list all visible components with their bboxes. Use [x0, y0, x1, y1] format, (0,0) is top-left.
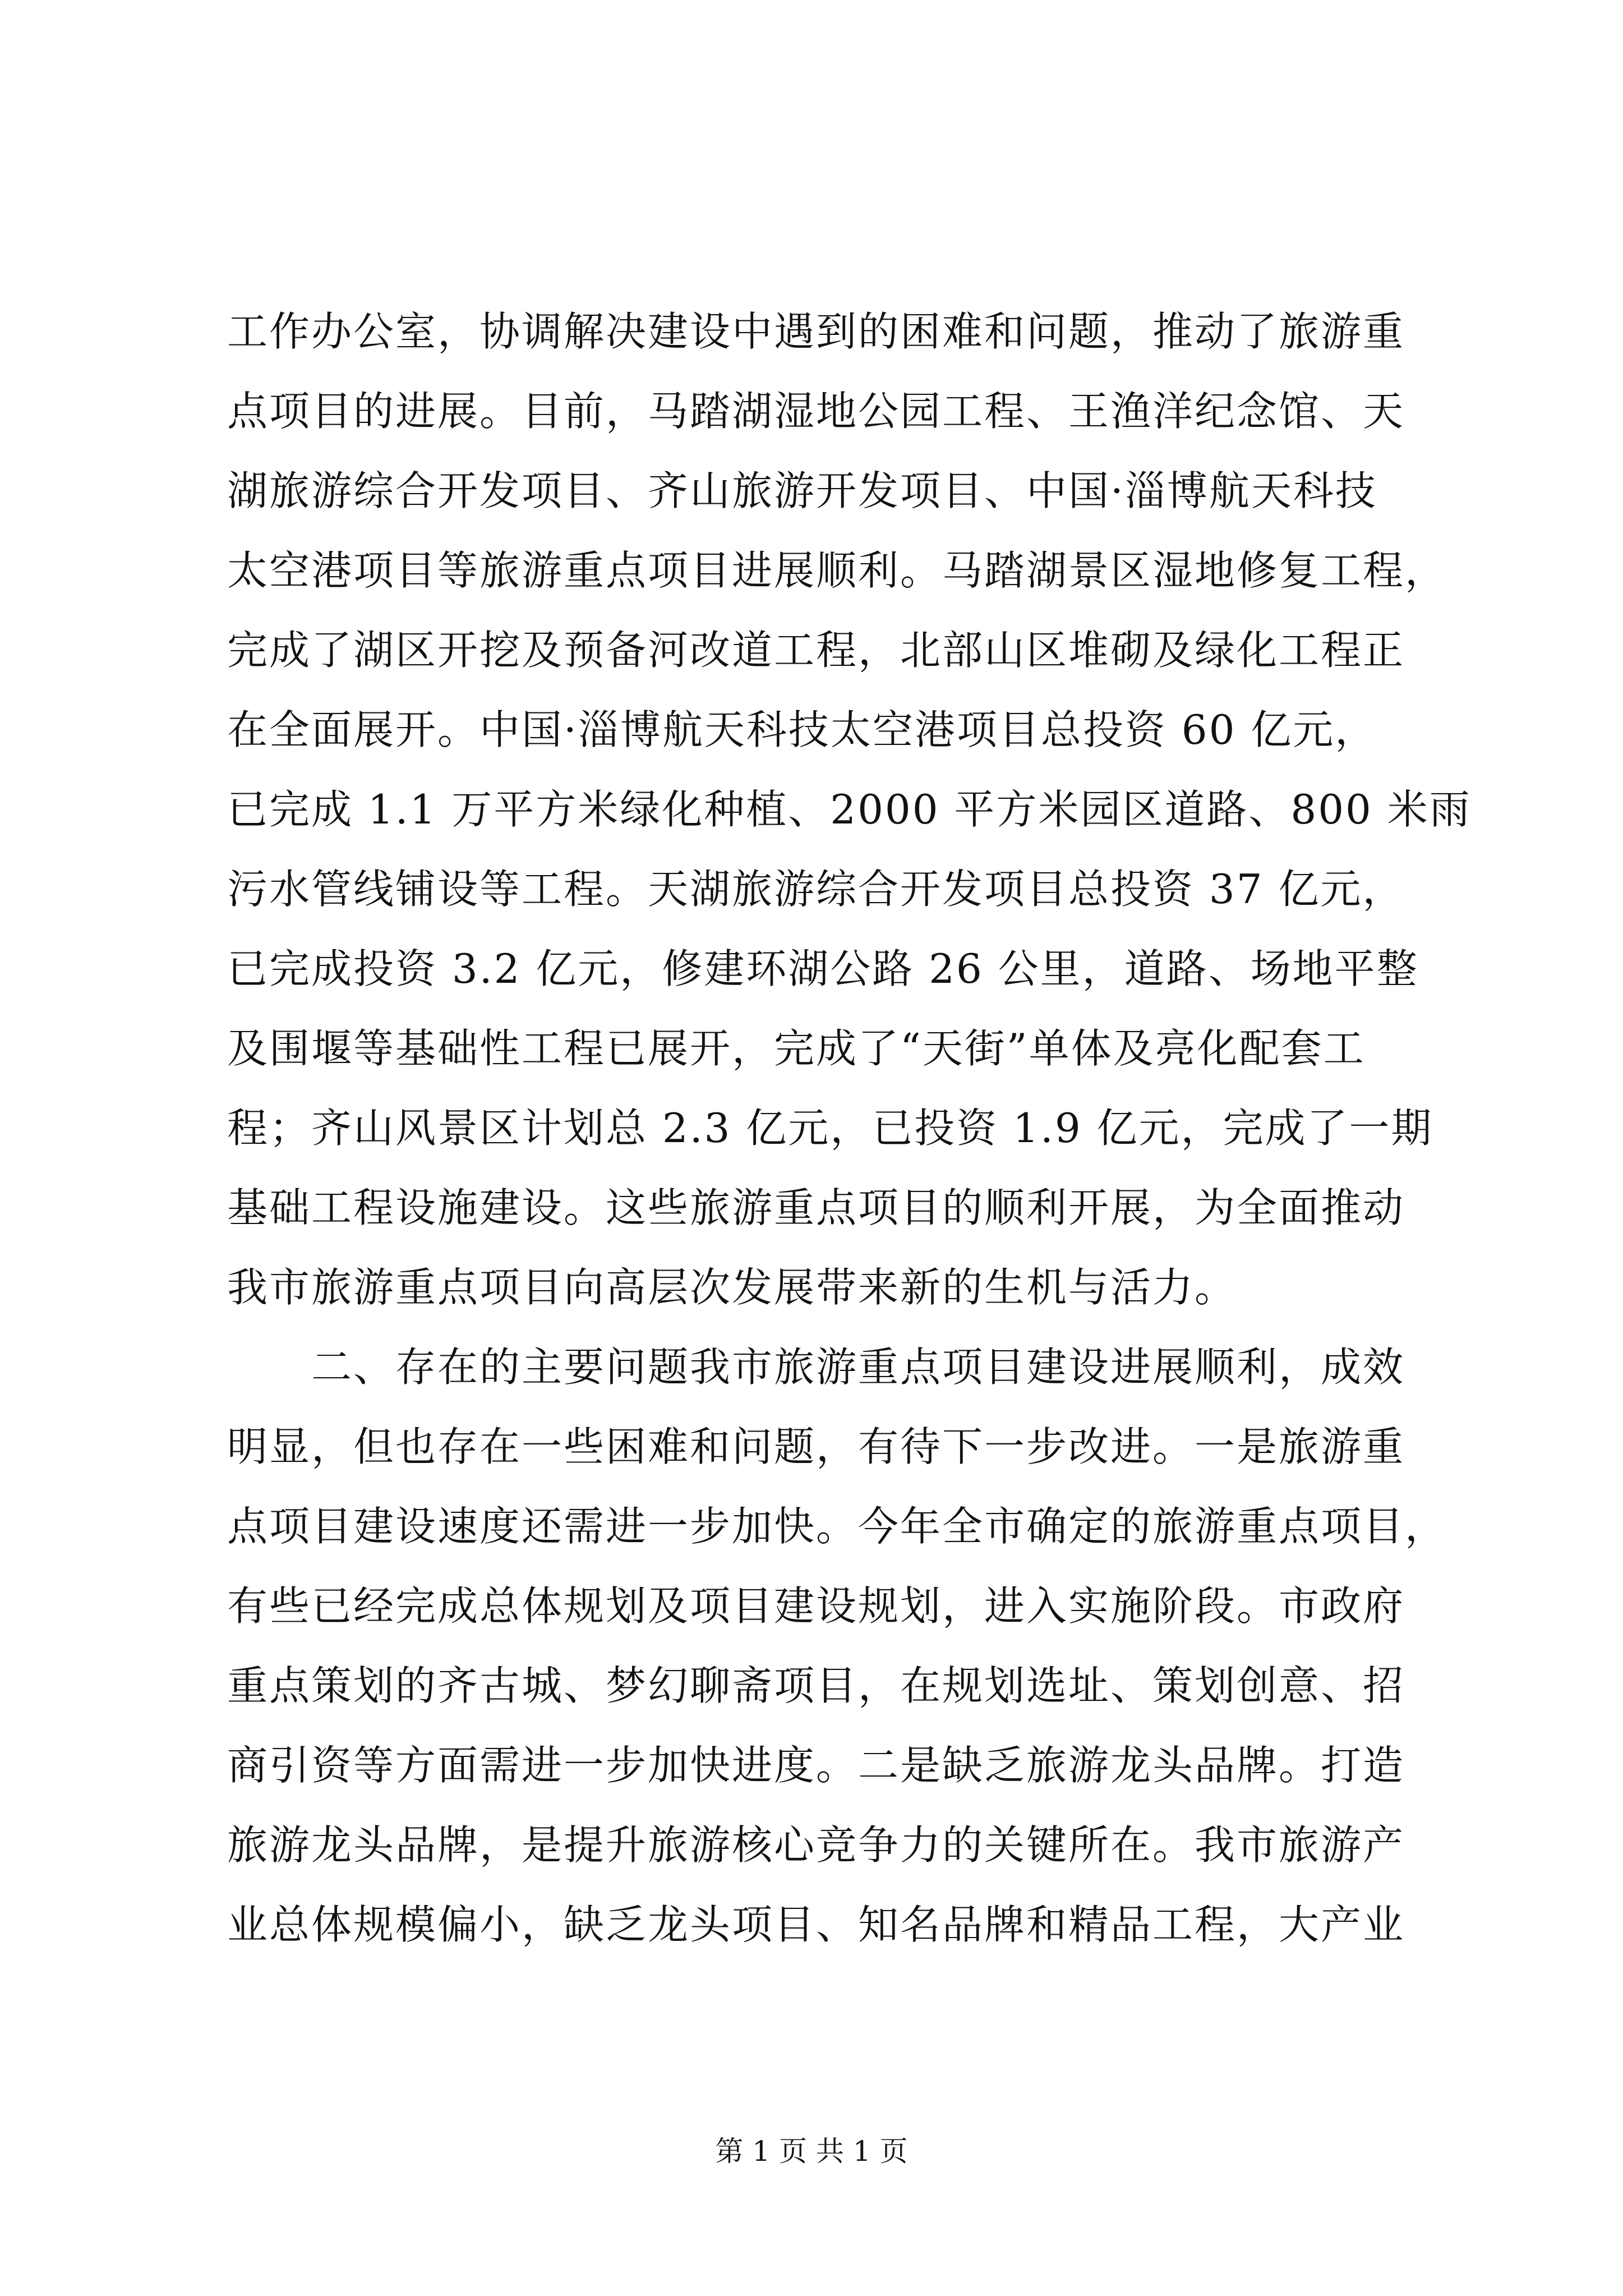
text-line: 我市旅游重点项目向高层次发展带来新的生机与活力。	[227, 1264, 1237, 1311]
text-line: 在全面展开。中国·淄博航天科技太空港项目总投资 60 亿元，	[227, 706, 1377, 753]
page-number-footer: 第 1 页 共 1 页	[715, 2135, 908, 2168]
text-line: 明显，但也存在一些困难和问题，有待下一步改进。一是旅游重	[227, 1423, 1405, 1470]
text-line: 完成了湖区开挖及预备河改道工程，北部山区堆砌及绿化工程正	[227, 627, 1405, 674]
body-text	[227, 292, 1472, 1964]
text-line: 湖旅游综合开发项目、齐山旅游开发项目、中国·淄博航天科技	[227, 467, 1377, 514]
text-line: 业总体规模偏小，缺乏龙头项目、知名品牌和精品工程，大产业	[227, 1901, 1405, 1948]
text-line: 太空港项目等旅游重点项目进展顺利。马踏湖景区湿地修复工程，	[227, 547, 1447, 594]
text-line: 已完成 1.1 万平方米绿化种植、2000 平方米园区道路、800 米雨	[227, 786, 1472, 833]
text-line: 点项目的进展。目前，马踏湖湿地公园工程、王渔洋纪念馆、天	[227, 388, 1405, 435]
text-line: 已完成投资 3.2 亿元，修建环湖公路 26 公里，道路、场地平整	[227, 945, 1419, 992]
text-line: 有些已经完成总体规划及项目建设规划，进入实施阶段。市政府	[227, 1582, 1405, 1630]
text-line: 工作办公室，协调解决建设中遇到的困难和问题，推动了旅游重	[227, 308, 1405, 355]
text-line: 程；齐山风景区计划总 2.3 亿元，已投资 1.9 亿元，完成了一期	[227, 1105, 1433, 1152]
text-line: 商引资等方面需进一步加快进度。二是缺乏旅游龙头品牌。打造	[227, 1742, 1405, 1789]
text-line: 重点策划的齐古城、梦幻聊斋项目，在规划选址、策划创意、招	[227, 1662, 1405, 1709]
text-line: 污水管线铺设等工程。天湖旅游综合开发项目总投资 37 亿元，	[227, 866, 1405, 913]
text-line: 基础工程设施建设。这些旅游重点项目的顺利开展，为全面推动	[227, 1184, 1405, 1231]
text-line: 点项目建设速度还需进一步加快。今年全市确定的旅游重点项目，	[227, 1503, 1447, 1550]
text-line: 旅游龙头品牌，是提升旅游核心竞争力的关键所在。我市旅游产	[227, 1821, 1405, 1869]
text-line: 及围堰等基础性工程已展开，完成了“天街”单体及亮化配套工	[227, 1025, 1366, 1072]
text-line: 二、存在的主要问题我市旅游重点项目建设进展顺利，成效	[227, 1343, 1405, 1391]
